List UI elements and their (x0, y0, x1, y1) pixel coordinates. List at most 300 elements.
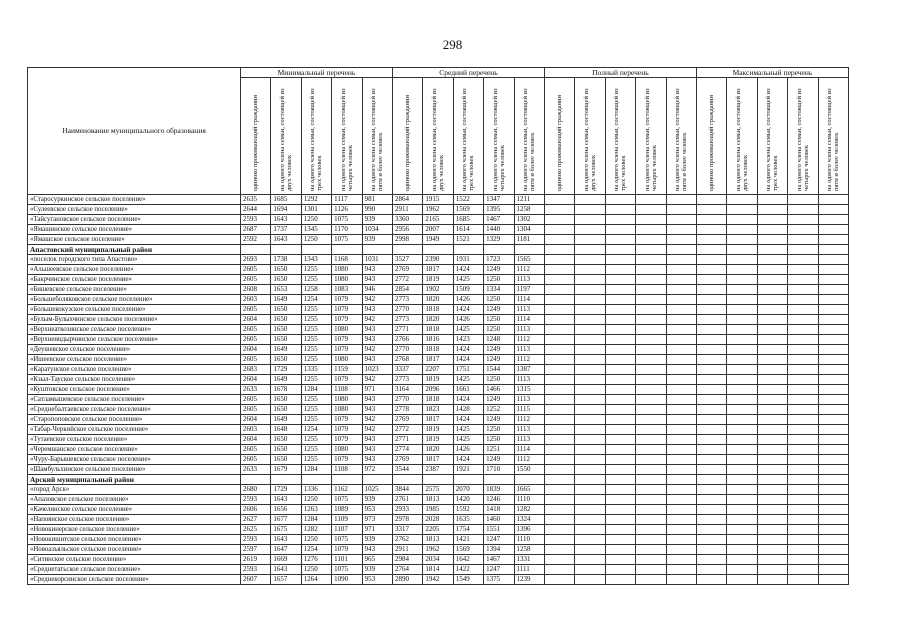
table-row (28, 515, 849, 525)
subheader-label: на одного члена семьи, состоящей из четырех человек (491, 88, 506, 191)
value-cell (544, 545, 574, 555)
value-cell: 971 (362, 385, 392, 395)
value-cell (666, 495, 696, 505)
value-cell (575, 485, 605, 495)
value-cell: 1395 (484, 205, 514, 215)
value-cell: 1113 (514, 345, 544, 355)
value-cell: 2604 (241, 375, 271, 385)
value-cell: 1075 (332, 215, 362, 225)
value-cell: 1710 (484, 465, 514, 475)
value-cell (575, 515, 605, 525)
value-cell (818, 525, 848, 535)
value-cell (636, 395, 666, 405)
value-cell: 1255 (301, 415, 331, 425)
value-cell: 1466 (484, 385, 514, 395)
value-cell: 2687 (241, 225, 271, 235)
value-cell: 3337 (392, 365, 422, 375)
value-cell (636, 315, 666, 325)
value-cell: 1107 (332, 525, 362, 535)
value-cell (696, 225, 726, 235)
value-cell (696, 255, 726, 265)
value-cell (818, 275, 848, 285)
value-cell (696, 525, 726, 535)
value-cell: 2390 (423, 255, 453, 265)
value-cell (788, 555, 818, 565)
value-cell: 2207 (423, 365, 453, 375)
value-cell: 2606 (241, 505, 271, 515)
value-cell (605, 295, 635, 305)
district-row (28, 245, 849, 255)
value-cell (544, 335, 574, 345)
municipality-name: «Старосуркинское сельское поселение» (28, 195, 241, 205)
subheader-cell (575, 78, 605, 195)
table-row (28, 525, 849, 535)
value-cell: 2593 (241, 495, 271, 505)
value-cell (271, 245, 301, 255)
value-cell: 1818 (423, 345, 453, 355)
value-cell: 1915 (423, 195, 453, 205)
value-cell (605, 375, 635, 385)
value-cell (605, 435, 635, 445)
value-cell: 943 (362, 355, 392, 365)
table-row (28, 335, 849, 345)
value-cell: 1079 (332, 415, 362, 425)
value-cell (575, 535, 605, 545)
value-cell: 1839 (484, 485, 514, 495)
value-cell: 1250 (301, 495, 331, 505)
value-cell: 1249 (484, 395, 514, 405)
value-cell (696, 495, 726, 505)
value-cell: 3844 (392, 485, 422, 495)
value-cell: 2605 (241, 335, 271, 345)
value-cell: 1334 (484, 285, 514, 295)
value-cell (666, 385, 696, 395)
value-cell: 1255 (301, 315, 331, 325)
value-cell: 946 (362, 285, 392, 295)
value-cell (696, 555, 726, 565)
value-cell (818, 455, 848, 465)
value-cell: 1425 (453, 325, 483, 335)
value-cell: 2593 (241, 565, 271, 575)
value-cell: 1418 (484, 505, 514, 515)
subheader-label: на одного члена семьи, состоящей из трех человек (765, 88, 780, 191)
value-cell: 1335 (301, 365, 331, 375)
value-cell (788, 455, 818, 465)
value-cell (666, 365, 696, 375)
value-cell (544, 445, 574, 455)
value-cell: 1424 (453, 355, 483, 365)
subheader-label: на одного члена семьи, состоящей из четырех человек (643, 88, 658, 191)
value-cell (575, 335, 605, 345)
value-cell (727, 565, 757, 575)
value-cell: 1650 (271, 355, 301, 365)
value-cell (696, 305, 726, 315)
value-cell: 1424 (453, 455, 483, 465)
value-cell: 1921 (453, 465, 483, 475)
value-cell: 1025 (362, 485, 392, 495)
value-cell: 1250 (484, 295, 514, 305)
value-cell (636, 235, 666, 245)
value-cell: 2768 (392, 355, 422, 365)
value-cell (605, 465, 635, 475)
value-cell (666, 565, 696, 575)
value-cell: 2028 (423, 515, 453, 525)
value-cell: 1110 (514, 495, 544, 505)
value-cell (727, 385, 757, 395)
value-cell (544, 405, 574, 415)
value-cell: 2998 (392, 235, 422, 245)
value-cell: 1420 (453, 495, 483, 505)
value-cell: 1239 (514, 575, 544, 585)
value-cell (605, 335, 635, 345)
value-cell: 2854 (392, 285, 422, 295)
value-cell: 943 (362, 305, 392, 315)
value-cell (818, 565, 848, 575)
value-cell: 2770 (392, 395, 422, 405)
value-cell: 1080 (332, 355, 362, 365)
value-cell (788, 395, 818, 405)
value-cell (727, 275, 757, 285)
value-cell: 1292 (301, 195, 331, 205)
value-cell (636, 335, 666, 345)
value-cell: 2625 (241, 525, 271, 535)
value-cell: 1249 (484, 265, 514, 275)
value-cell: 1282 (301, 525, 331, 535)
value-cell (544, 285, 574, 295)
value-cell: 1079 (332, 295, 362, 305)
table-row (28, 315, 849, 325)
value-cell (666, 235, 696, 245)
value-cell (727, 245, 757, 255)
value-cell (666, 245, 696, 255)
subheader-cell (332, 78, 362, 195)
value-cell (788, 235, 818, 245)
value-cell (727, 295, 757, 305)
value-cell: 1347 (484, 195, 514, 205)
value-cell: 942 (362, 375, 392, 385)
value-cell (696, 235, 726, 245)
value-cell (605, 285, 635, 295)
value-cell: 1509 (453, 285, 483, 295)
municipality-name: «Среднебалтаевское сельское поселение» (28, 405, 241, 415)
value-cell (636, 215, 666, 225)
value-cell (757, 465, 787, 475)
value-cell (666, 215, 696, 225)
value-cell (666, 335, 696, 345)
value-cell: 1113 (514, 395, 544, 405)
value-cell (605, 575, 635, 585)
value-cell: 1112 (514, 335, 544, 345)
district-row (28, 475, 849, 485)
value-cell: 1276 (301, 555, 331, 565)
value-cell: 1820 (423, 445, 453, 455)
value-cell: 953 (362, 505, 392, 515)
data-table-wrapper (27, 67, 849, 585)
value-cell: 2627 (241, 515, 271, 525)
value-cell (757, 555, 787, 565)
value-cell (666, 285, 696, 295)
value-cell (788, 275, 818, 285)
value-cell: 1649 (271, 375, 301, 385)
value-cell (544, 475, 574, 485)
value-cell: 1250 (484, 275, 514, 285)
value-cell (757, 545, 787, 555)
value-cell: 1650 (271, 325, 301, 335)
value-cell: 1643 (271, 565, 301, 575)
value-cell (757, 305, 787, 315)
table-row (28, 275, 849, 285)
value-cell (666, 525, 696, 535)
value-cell: 1467 (484, 555, 514, 565)
value-cell (575, 405, 605, 415)
municipality-name: «Ситинское сельское поселение» (28, 555, 241, 565)
value-cell: 1565 (514, 255, 544, 265)
value-cell: 1649 (271, 345, 301, 355)
value-cell (392, 475, 422, 485)
value-cell (636, 425, 666, 435)
value-cell (727, 215, 757, 225)
value-cell (636, 385, 666, 395)
municipality-name: «Напоянское сельское поселение» (28, 515, 241, 525)
value-cell: 1424 (453, 395, 483, 405)
table-row (28, 265, 849, 275)
page-number: 298 (442, 37, 463, 52)
value-cell: 2769 (392, 415, 422, 425)
value-cell: 1643 (271, 215, 301, 225)
value-cell (727, 545, 757, 555)
value-cell (696, 285, 726, 295)
value-cell: 1255 (301, 345, 331, 355)
value-cell: 939 (362, 215, 392, 225)
value-cell (301, 245, 331, 255)
value-cell (818, 265, 848, 275)
value-cell: 1248 (484, 335, 514, 345)
value-cell: 1255 (301, 355, 331, 365)
value-cell (666, 395, 696, 405)
value-cell: 1818 (423, 325, 453, 335)
table-row (28, 205, 849, 215)
value-cell (696, 455, 726, 465)
value-cell (757, 445, 787, 455)
value-cell: 2771 (392, 435, 422, 445)
value-cell: 1544 (484, 365, 514, 375)
value-cell: 1425 (453, 425, 483, 435)
value-cell: 1255 (301, 305, 331, 315)
value-cell: 2070 (453, 485, 483, 495)
value-cell (818, 335, 848, 345)
value-cell: 943 (362, 455, 392, 465)
value-cell: 1254 (301, 425, 331, 435)
value-cell (544, 505, 574, 515)
municipality-name: «Старопоповское сельское поселение» (28, 415, 241, 425)
value-cell (696, 385, 726, 395)
table-row (28, 575, 849, 585)
subheader-cell (362, 78, 392, 195)
value-cell: 2619 (241, 555, 271, 565)
value-cell: 2605 (241, 455, 271, 465)
value-cell: 1254 (301, 545, 331, 555)
value-cell (818, 375, 848, 385)
value-cell: 1985 (423, 505, 453, 515)
value-cell (575, 325, 605, 335)
value-cell (605, 305, 635, 315)
value-cell (788, 265, 818, 275)
value-cell (575, 465, 605, 475)
value-cell (818, 315, 848, 325)
value-cell (666, 415, 696, 425)
value-cell (696, 245, 726, 255)
value-cell (788, 375, 818, 385)
value-cell (636, 495, 666, 505)
municipality-name: «Новокишитское сельское поселение» (28, 535, 241, 545)
value-cell (666, 255, 696, 265)
value-cell: 1079 (332, 545, 362, 555)
subheader-cell (301, 78, 331, 195)
value-cell (818, 505, 848, 515)
value-cell (636, 405, 666, 415)
value-cell (727, 455, 757, 465)
value-cell (757, 575, 787, 585)
value-cell (544, 225, 574, 235)
value-cell (788, 285, 818, 295)
value-cell (636, 525, 666, 535)
value-cell (727, 235, 757, 245)
value-cell (788, 575, 818, 585)
value-cell: 2770 (392, 305, 422, 315)
value-cell (818, 385, 848, 395)
table-row (28, 405, 849, 415)
value-cell: 1550 (514, 465, 544, 475)
value-cell (241, 475, 271, 485)
value-cell: 1650 (271, 305, 301, 315)
value-cell (605, 475, 635, 485)
value-cell: 1249 (484, 415, 514, 425)
value-cell: 1284 (301, 515, 331, 525)
value-cell (727, 405, 757, 415)
value-cell (757, 225, 787, 235)
value-cell: 1396 (514, 525, 544, 535)
value-cell (757, 365, 787, 375)
subheader-cell (727, 78, 757, 195)
value-cell (696, 535, 726, 545)
value-cell (727, 495, 757, 505)
value-cell (605, 405, 635, 415)
value-cell (696, 315, 726, 325)
value-cell (696, 475, 726, 485)
value-cell (818, 295, 848, 305)
value-cell (605, 315, 635, 325)
value-cell (666, 355, 696, 365)
value-cell: 942 (362, 345, 392, 355)
value-cell: 981 (362, 195, 392, 205)
value-cell (544, 435, 574, 445)
value-cell (544, 345, 574, 355)
value-cell (605, 205, 635, 215)
value-cell: 1080 (332, 325, 362, 335)
value-cell (696, 365, 726, 375)
municipality-name: «Шамбульхинское сельское поселение» (28, 465, 241, 475)
value-cell: 2605 (241, 395, 271, 405)
value-cell (544, 385, 574, 395)
table-row (28, 295, 849, 305)
value-cell: 1258 (301, 285, 331, 295)
value-cell: 1079 (332, 305, 362, 315)
municipality-name: «Большекокузское сельское поселение» (28, 305, 241, 315)
value-cell: 1162 (332, 485, 362, 495)
value-cell (544, 255, 574, 265)
value-cell: 1467 (484, 215, 514, 225)
table-row (28, 545, 849, 555)
value-cell: 1819 (423, 375, 453, 385)
municipality-name: «Большеболяковское сельское поселение» (28, 295, 241, 305)
value-cell: 1113 (514, 305, 544, 315)
value-cell (605, 425, 635, 435)
value-cell: 1818 (423, 305, 453, 315)
value-cell (757, 295, 787, 305)
value-cell (727, 515, 757, 525)
value-cell: 1329 (484, 235, 514, 245)
value-cell: 1816 (423, 335, 453, 345)
value-cell (788, 345, 818, 355)
value-cell: 1246 (484, 495, 514, 505)
value-cell (636, 535, 666, 545)
value-cell: 1255 (301, 455, 331, 465)
municipality-name: «Новокинерское сельское поселение» (28, 525, 241, 535)
value-cell (727, 315, 757, 325)
value-cell: 1375 (484, 575, 514, 585)
value-cell: 2007 (423, 225, 453, 235)
value-cell (696, 275, 726, 285)
value-cell (605, 255, 635, 265)
value-cell: 2604 (241, 415, 271, 425)
value-cell: 1255 (301, 445, 331, 455)
value-cell (605, 365, 635, 375)
table-row (28, 465, 849, 475)
subheader-cell (788, 78, 818, 195)
value-cell (636, 365, 666, 375)
value-cell: 2864 (392, 195, 422, 205)
value-cell: 1649 (271, 415, 301, 425)
value-cell: 1249 (484, 345, 514, 355)
value-cell (544, 215, 574, 225)
value-cell: 1250 (484, 425, 514, 435)
value-cell: 1345 (301, 225, 331, 235)
value-cell: 971 (362, 525, 392, 535)
value-cell (453, 475, 483, 485)
group-header: Средний перечень (392, 68, 544, 78)
value-cell: 942 (362, 415, 392, 425)
value-cell: 1113 (514, 325, 544, 335)
value-cell (696, 465, 726, 475)
value-cell: 2984 (392, 555, 422, 565)
value-cell: 1675 (271, 525, 301, 535)
value-cell (788, 315, 818, 325)
value-cell (818, 535, 848, 545)
table-row (28, 495, 849, 505)
value-cell: 2766 (392, 335, 422, 345)
value-cell: 2034 (423, 555, 453, 565)
value-cell: 1111 (514, 565, 544, 575)
value-cell (788, 205, 818, 215)
subheader-label: на одного члена семьи, состоящей из четырех человек (795, 88, 810, 191)
value-cell: 1247 (484, 535, 514, 545)
value-cell (666, 315, 696, 325)
value-cell (636, 255, 666, 265)
value-cell: 2778 (392, 405, 422, 415)
value-cell (362, 475, 392, 485)
value-cell: 2605 (241, 445, 271, 455)
value-cell (727, 375, 757, 385)
